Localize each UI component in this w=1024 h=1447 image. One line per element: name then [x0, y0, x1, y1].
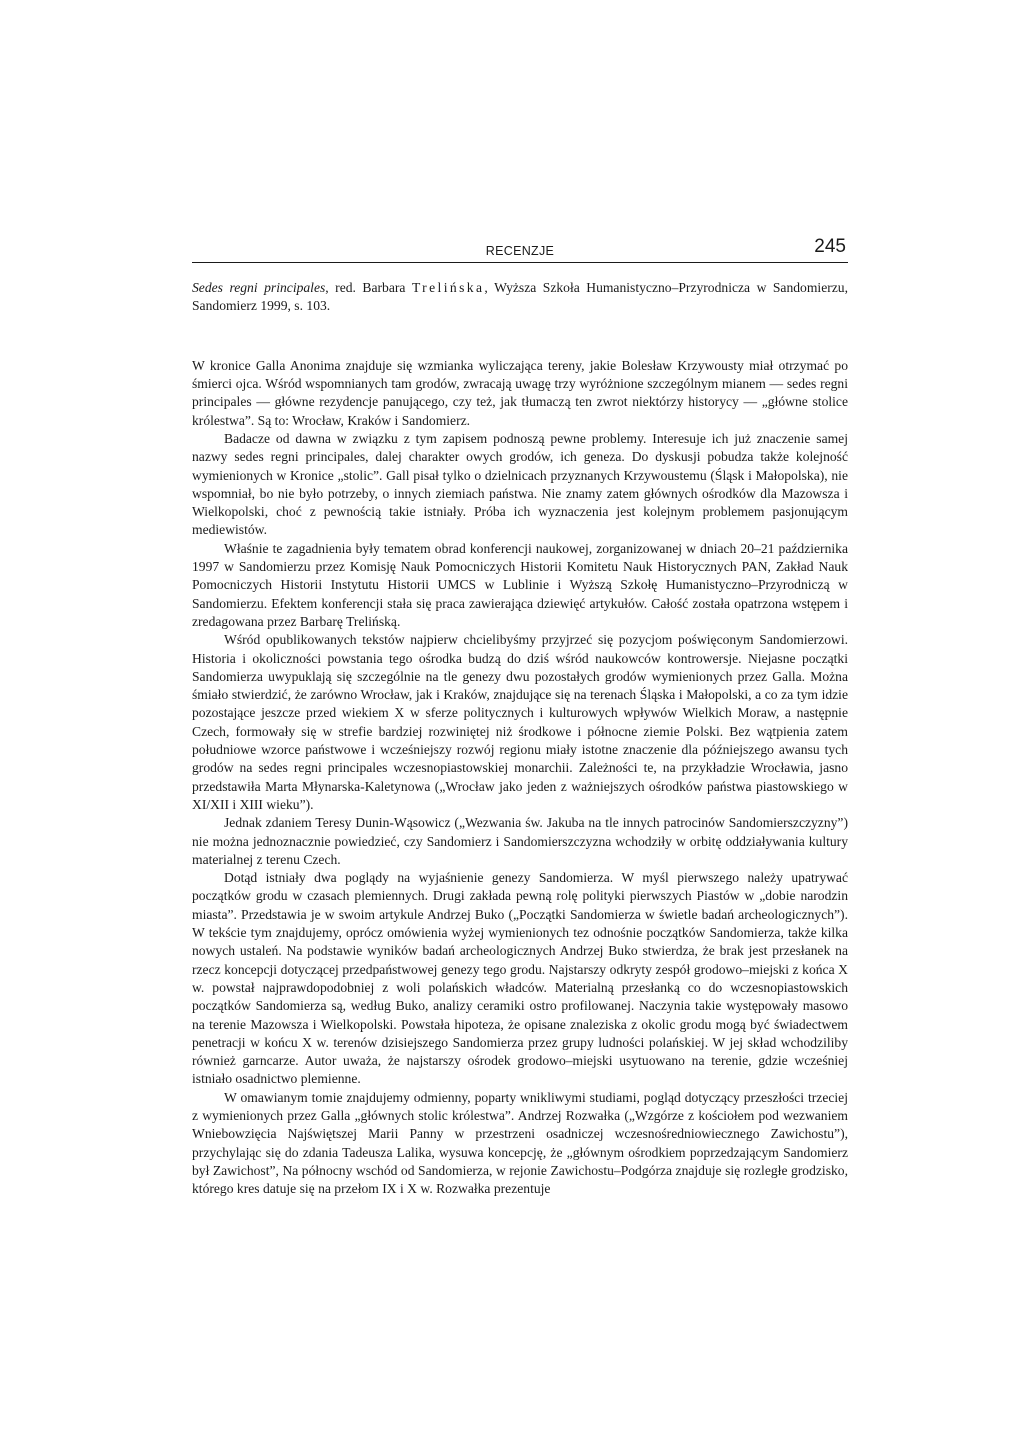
citation-publisher: , Wyższa Szkoła Humanistyczno–Przyrodnicza w Sandomierzu, Sandomierz 1999, s. 103.	[192, 280, 848, 314]
paragraph: Dotąd istniały dwa poglądy na wyjaśnienie genezy Sandomierza. W myśl pierwszego należy upatrywać początków grodu w czasach plemiennych. Drugi zakłada pewną rolę polityki pierwszych Piastów w „dobie narodzin miasta”. Przedstawia je w swoim artykule Andrzej Buko („Początki Sandomierza w świetle badań archeologicznych”). W tekście tym znajdujemy, oprócz omówienia wyżej wymienionych tez odnośnie początków Sandomierza, także kilka nowych ustaleń. Na podstawie wyników badań archeologicznych Andrzej Buko stwierdza, że brak jest przesłanek na rzecz koncepcji dotyczącej przedpaństwowej genezy tego grodu. Najstarszy odkryty zespół grodowo–miejski z końca X w. powstał najprawdopodobniej z woli polańskich władców. Materialną przesłanką co do wczesnopiastowskich początków Sandomierza są, według Buko, analizy ceramiki ostro profilowanej. Naczynia takie występowały masowo na terenie Mazowsza i Wielkopolski. Powstała hipoteza, że opisane znaleziska z okolic grodu mogą być świadectwem penetracji w końcu X w. terenów dzisiejszego Sandomierza przez grupy ludności polańskiej. W jej skład wchodziliby również garncarze. Autor uważa, że najstarszy ośrodek grodowo–miejski usytuowano na terenie, gdzie wcześniej istniało osadnictwo plemienne.	[192, 870, 848, 1087]
running-title: RECENZJE	[485, 244, 555, 258]
book-title: Sedes regni principales	[192, 280, 326, 295]
page-header	[192, 236, 848, 263]
book-editor: Trelińska	[411, 280, 485, 295]
paragraph: W kronice Galla Anonima znajduje się wzmianka wyliczająca tereny, jakie Bolesław Krzywousty miał otrzymać po śmierci ojca. Wśród wspomnianych tam grodów, zwracają uwagę trzy wyróżnione szczególnym mianem — sedes regni principales — główne rezydencje panującego, czy też, jak tłumaczą ten zwrot niektórzy historycy — „główne stolice królestwa”. Są to: Wrocław, Kraków i Sandomierz.	[192, 357, 848, 428]
document-page	[192, 236, 848, 1198]
paragraph: Badacze od dawna w związku z tym zapisem podnoszą pewne problemy. Interesuje ich już znaczenie samej nazwy sedes regni principales, dalej charakter owych grodów, ich geneza. Do dyskusji pobudza także kolejność wymienionych w Kronice „stolic”. Gall pisał tylko o dzielnicach przyznanych Krzywoustemu (Śląsk i Małopolska), nie wspomniał, bo nie było potrzeby, o innych ziemiach państwa. Nie znamy zatem głównych ośrodków dla Mazowsza i Wielkopolski, choć z pewnością takie istniały. Próba ich wyznaczenia jest kolejnym problemem pasjonującym mediewistów.	[192, 431, 848, 538]
review-body	[192, 357, 848, 1199]
paragraph: Wśród opublikowanych tekstów najpierw chcielibyśmy przyjrzeć się pozycjom poświęconym Sandomierzowi. Historia i okoliczności powstania tego ośrodka budzą do dziś wśród naukowców kontrowersje. Niejasne początki Sandomierza uwypuklają się szczególnie na tle genezy dwu pozostałych grodów wymienionych przez Galla. Można śmiało stwierdzić, że zarówno Wrocław, jak i Kraków, znajdujące się na terenach Śląska i Małopolski, a co za tym idzie pozostające jeszcze przed wiekiem X w sferze politycznych i kulturowych wpływów Wielkich Moraw, a następnie Czech, formowały się w strefie bardziej rozwiniętej niż środkowe i północne ziemie Polski. Bez wątpienia zatem południowe wzorce państwowe i wcześniejszy rozwój regionu miały istotne znaczenie dla późniejszego awansu tych grodów na sedes regni principales wczesnopiastowskiej monarchii. Zależności te, na przykładzie Wrocławia, jasno przedstawiła Marta Młynarska-Kaletynowa („Wrocław jako jeden z ważniejszych ośrodków państwa piastowskiego w XI/XII i XIII wieku”).	[192, 632, 848, 812]
book-citation	[192, 279, 848, 316]
paragraph: Właśnie te zagadnienia były tematem obrad konferencji naukowej, zorganizowanej w dniach 20–21 października 1997 w Sandomierzu przez Komisję Nauk Pomocniczych Historii Komitetu Nauk Historycznych PAN, Zakład Nauk Pomocniczych Historii Instytutu Historii UMCS w Lublinie i Wyższą Szkołę Humanistyczno–Przyrodniczą w Sandomierzu. Efektem konferencji stała się praca zawierająca dziewięć artykułów. Całość została opatrzona wstępem i zredagowana przez Barbarę Trelińską.	[192, 540, 848, 629]
page-number: 245	[814, 236, 846, 257]
citation-editor-prefix: , red. Barbara	[325, 280, 412, 295]
paragraph: W omawianym tomie znajdujemy odmienny, poparty wnikliwymi studiami, pogląd dotyczący przeszłości trzeciej z wymienionych przez Galla „głównych stolic królestwa”. Andrzej Rozwałka („Wzgórze z kościołem pod wezwaniem Wniebowzięcia Najświętszej Marii Panny w przestrzeni osadniczej wczesnośredniowiecznego Zawichostu”), przychylając się do zdania Tadeusza Lalika, wysuwa koncepcję, że „głównym ośrodkiem poprzedzającym Sandomierz był Zawichost”, Na północny wschód od Sandomierza, w rejonie Zawichostu–Podgórza znajduje się rozległe grodzisko, którego kres datuje się na przełom IX i X w. Rozwałka prezentuje	[192, 1089, 848, 1197]
paragraph: Jednak zdaniem Teresy Dunin-Wąsowicz („Wezwania św. Jakuba na tle innych patrocinów Sandomierszczyzny”) nie można jednoznacznie powiedzieć, czy Sandomierz i Sandomierszczyzna wchodziły w orbitę oddziaływania kultury materialnej z terenu Czech.	[192, 815, 848, 867]
